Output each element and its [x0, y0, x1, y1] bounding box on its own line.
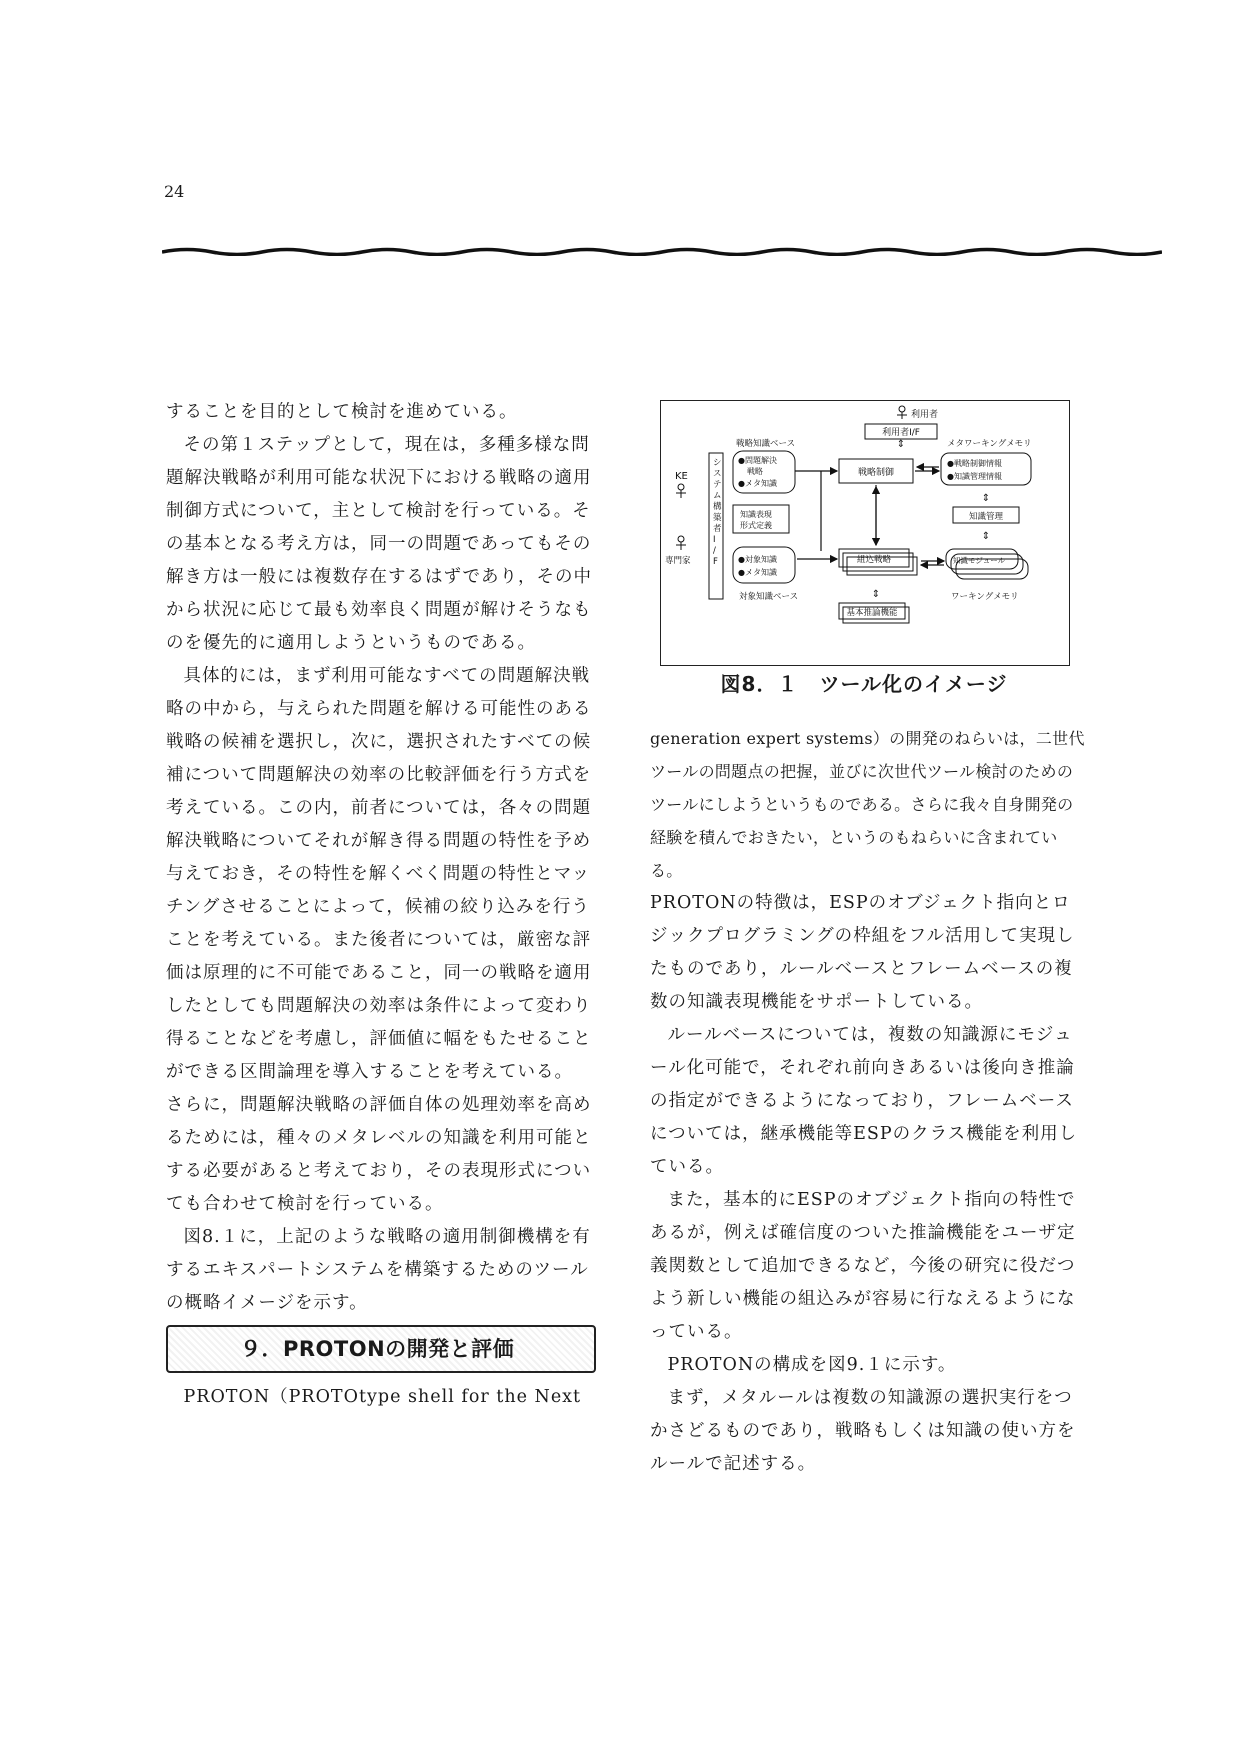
updown-arrow-icon: ⇕ — [871, 589, 881, 600]
strategy-control-label: 戦略制御 — [857, 468, 895, 478]
strategy-kb-items: ●問題解決 戦略 ●メタ知識 — [738, 456, 777, 488]
object-kb-label: 対象知識ベース — [739, 592, 799, 602]
knowledge-repr-label: 知識表現 形式定義 — [740, 510, 772, 530]
knowledge-mgmt-label: 知識管理 — [968, 512, 1004, 522]
paragraph: ルールベースについては，複数の知識源にモジュール化可能で，それぞれ前向きあるいは後向き推論の指定ができるようになっており，フレームベースについては，継承機能等ESPのクラス機能を利用している。 — [650, 1025, 1078, 1177]
ke-label: KE — [675, 471, 688, 482]
paragraph: また，基本的にESPのオブジェクト指向の特性であるが，例えば確信度のついた推論機能をユーザ定義関数として追加できるなど，今後の研究に役だつよう新しい機能の組込みが容易に行なえるようになっている。 — [650, 1190, 1076, 1342]
paragraph: さらに，問題解決戦略の評価自体の処理効率を高めるためには，種々のメタレベルの知識を利用可能とする必要があると考えており，その表現形式についても合わせて検討を行っている。 — [166, 1095, 592, 1214]
knowledge-module-label: 知識モジュール — [952, 556, 1006, 565]
user-label: 利用者 — [911, 410, 939, 420]
meta-memory-label: メタワーキングメモリ — [947, 439, 1032, 449]
updown-arrow-icon: ⇕ — [896, 439, 906, 450]
paragraph: PROTONの特徴は，ESPのオブジェクト指向とロジックプログラミングの枠組をフル活用して実現したものであり，ルールベースとフレームベースの複数の知識表現機能をサポートしている。 — [650, 893, 1075, 1012]
builtin-strategy-label: 組込戦略 — [856, 555, 892, 565]
user-person-icon — [897, 406, 907, 419]
working-memory-label: ワーキングメモリ — [951, 592, 1019, 602]
ke-person-icon — [676, 484, 686, 498]
expert-label: 専門家 — [665, 556, 691, 566]
paragraph: generation expert systems）の開発のねらいは，二世代ツールの問題点の把握，並びに次世代ツール検討のためのツールにしようというものである。さらに我々自身開発の経験を積んでおきたい，というのもねらいに含まれている。 — [650, 729, 1085, 880]
figure-diagram — [660, 400, 1070, 666]
paragraph: 具体的には，まず利用可能なすべての問題解決戦略の中から，与えられた問題を解ける可能性のある戦略の候補を選択し，次に，選択されたすべての候補について問題解決の効率の比較評価を行う方式を考えている。この内，前者については，各々の問題解決戦略についてそれが解き得る問題の特性を予め与えておき，その特性を解くべく問題の特性とマッチングさせることによって，候補の絞り込みを行うことを考えている。また後者については，厳密な評価は原理的に不可能であること，同一の戦略を適用したとしても問題解決の効率は条件によって変わり得ることなどを考慮し，評価値に幅をもたせることができる区間論理を導入することを考えている。 — [166, 666, 592, 1082]
section-heading-text: ９．PROTONの開発と評価 — [240, 1336, 515, 1361]
user-if-label: 利用者I/F — [882, 428, 920, 438]
meta-memory-items: ●戦略制御情報 ●知識管理情報 — [947, 459, 1002, 481]
updown-arrow-icon: ⇕ — [981, 493, 991, 504]
paragraph: まず，メタルールは複数の知識源の選択実行をつかさどるものであり，戦略もしくは知識の使い方をルールで記述する。 — [650, 1388, 1076, 1474]
expert-person-icon — [676, 536, 686, 550]
strategy-kb-label: 戦略知識ベース — [736, 439, 796, 449]
figure-caption: 図8．１ ツール化のイメージ — [720, 672, 1008, 696]
object-kb-items: ●対象知識 ●メタ知識 — [738, 555, 777, 577]
section-heading — [166, 1325, 596, 1373]
object-kb-box — [733, 547, 795, 583]
paragraph: その第１ステップとして，現在は，多種多様な問題解決戦略が利用可能な状況下における戦略の適用制御方式について，主として検討を行っている。その基本となる考え方は，同一の問題であってもその解き方は一般には複数存在するはずであり，その中から状況に応じて最も効率良く問題が解けそうなものを優先的に適用しようというものである。 — [166, 435, 593, 653]
paragraph: PROTONの構成を図9.１に示す。 — [667, 1355, 957, 1375]
page-number: 24 — [164, 182, 185, 201]
decorative-top-rule — [162, 246, 1162, 256]
paragraph: することを目的として検討を進めている。 — [166, 402, 518, 422]
system-if-label: システ ム構築 者 I / F — [713, 458, 722, 567]
right-column — [650, 722, 1086, 1481]
paragraph: 図8.１に，上記のような戦略の適用制御機構を有するエキスパートシステムを構築するためのツールの概略イメージを示す。 — [166, 1227, 591, 1313]
updown-arrow-icon: ⇕ — [981, 531, 991, 542]
left-column — [166, 396, 596, 1414]
basic-inference-label: 基本推論機能 — [846, 608, 898, 618]
paragraph: PROTON（PROTOtype shell for the Next — [183, 1387, 582, 1407]
